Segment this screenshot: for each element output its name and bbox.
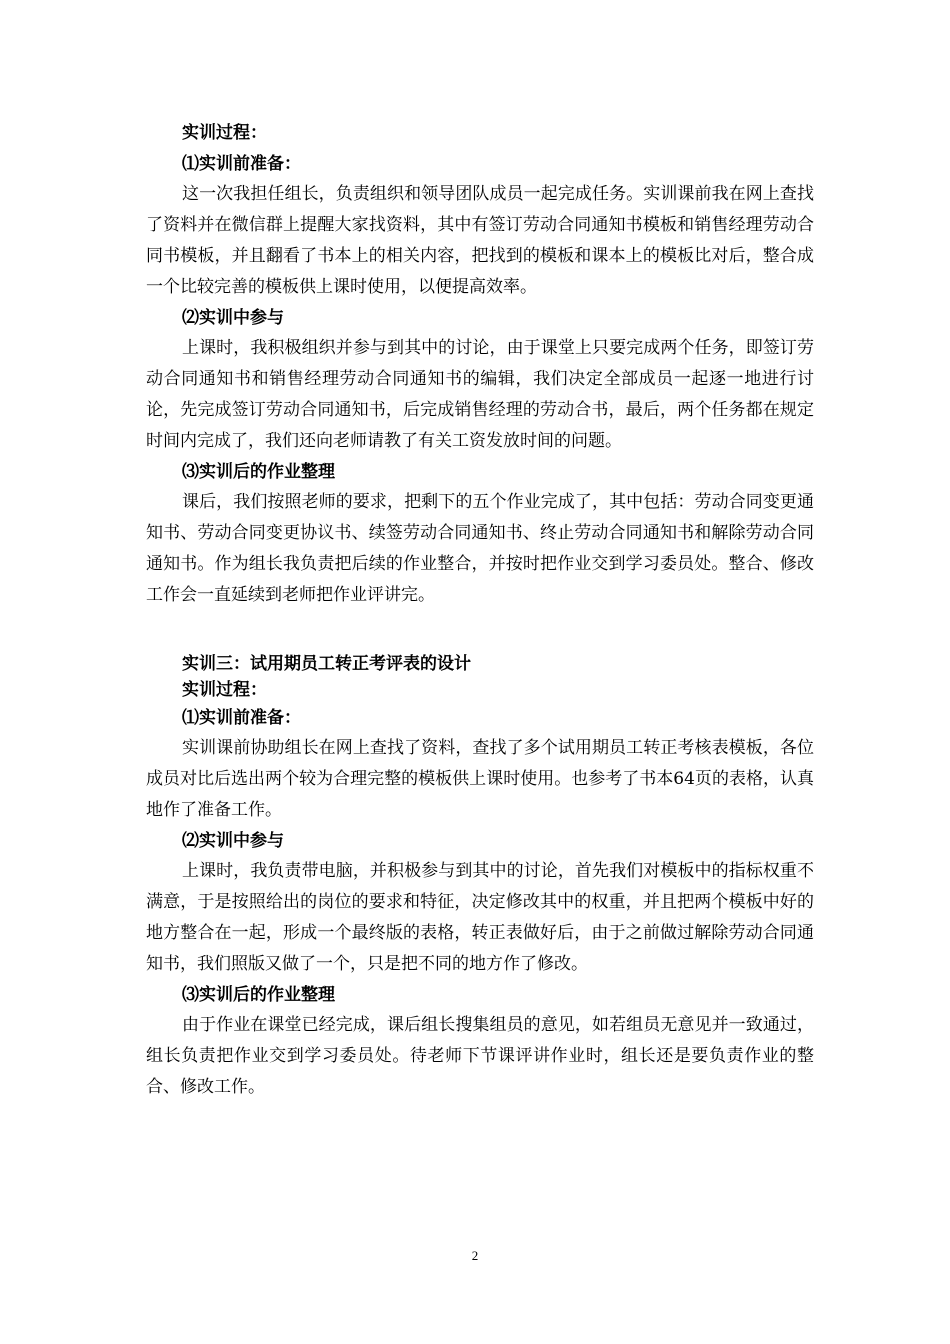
during-heading: ⑵实训中参与: [182, 831, 284, 851]
after-heading: ⑶实训后的作业整理: [182, 462, 335, 482]
prep-paragraph: 实训课前协助组长在网上查找了资料，查找了多个试用期员工转正考核表模板，各位成员对比后选出两个较为合理完整的模板供上课时使用。也参考了书本64页的表格，认真地作了准备工作。: [146, 738, 814, 820]
during-paragraph: 上课时，我负责带电脑，并积极参与到其中的讨论，首先我们对模板中的指标权重不满意，于是按照给出的岗位的要求和特征，决定修改其中的权重，并且把两个模板中好的地方整合在一起，形成一个最终版的表格，转正表做好后，由于之前做过解除劳动合同通知书，我们照版又做了一个，只是把不同的地方作了修改。: [146, 861, 814, 974]
prep-heading: ⑴实训前准备：: [182, 708, 301, 728]
section-title: 实训三：试用期员工转正考评表的设计: [182, 654, 471, 674]
section-spacer: [146, 611, 814, 651]
process-heading: 实训过程：: [182, 123, 267, 143]
during-paragraph: 上课时，我积极组织并参与到其中的讨论，由于课堂上只要完成两个任务，即签订劳动合同通知书和销售经理劳动合同通知书的编辑，我们决定全部成员一起逐一地进行讨论，先完成签订劳动合同通知书，后完成销售经理的劳动合书，最后，两个任务都在规定时间内完成了，我们还向老师请教了有关工资发放时间的问题。: [146, 338, 814, 451]
after-heading: ⑶实训后的作业整理: [182, 985, 335, 1005]
prep-heading: ⑴实训前准备：: [182, 154, 301, 174]
after-paragraph: 由于作业在课堂已经完成，课后组长搜集组员的意见，如若组员无意见并一致通过，组长负责把作业交到学习委员处。待老师下节课评讲作业时，组长还是要负责作业的整合、修改工作。: [146, 1015, 814, 1097]
during-heading: ⑵实训中参与: [182, 308, 284, 328]
prep-paragraph: 这一次我担任组长，负责组织和领导团队成员一起完成任务。实训课前我在网上查找了资料并在微信群上提醒大家找资料，其中有签订劳动合同通知书模板和销售经理劳动合同书模板，并且翻看了书本上的相关内容，把找到的模板和课本上的模板比对后，整合成一个比较完善的模板供上课时使用，以便提高效率。: [146, 184, 814, 297]
after-paragraph: 课后，我们按照老师的要求，把剩下的五个作业完成了，其中包括：劳动合同变更通知书、劳动合同变更协议书、续签劳动合同通知书、终止劳动合同通知书和解除劳动合同通知书。作为组长我负责把后续的作业整合，并按时把作业交到学习委员处。整合、修改工作会一直延续到老师把作业评讲完。: [146, 492, 814, 605]
page-number: 2: [471, 1248, 479, 1263]
process-heading: 实训过程：: [182, 680, 267, 700]
